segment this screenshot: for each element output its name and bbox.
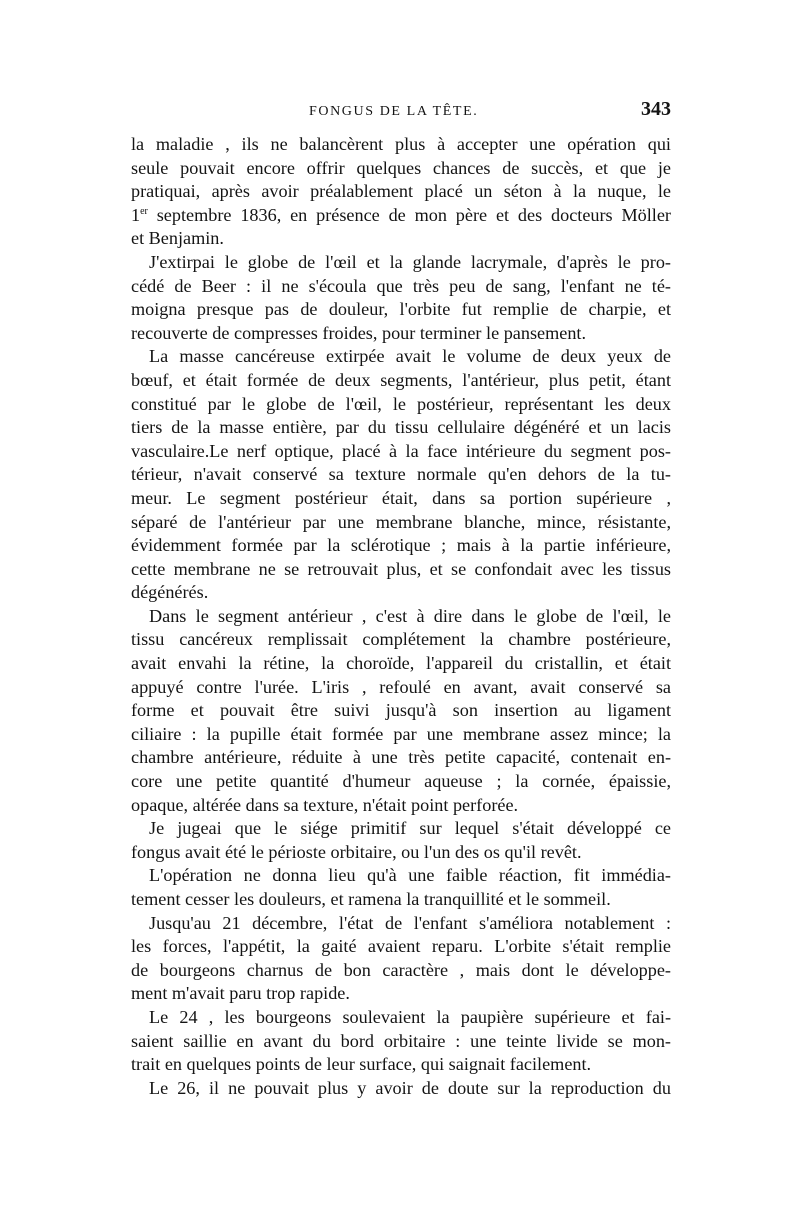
text-body bbox=[131, 133, 671, 1100]
line-text: septembre 1836, en présence de mon père et des docteurs Möller bbox=[147, 204, 671, 225]
text-line: J'extirpai le globe de l'œil et la glande lacrymale, d'après le pro- bbox=[149, 251, 671, 272]
text-line: et Benjamin. bbox=[131, 228, 224, 249]
text-line: pratiquai, après avoir préalablement placé un séton à la nuque, le bbox=[131, 181, 671, 202]
text-line: Je jugeai que le siége primitif sur lequel s'était développé ce bbox=[149, 818, 671, 839]
text-line: avait envahi la rétine, la choroïde, l'appareil du cristallin, et était bbox=[131, 653, 671, 674]
page-number: 343 bbox=[641, 98, 671, 120]
text-line: appuyé contre l'urée. L'iris , refoulé en avant, avait conservé sa bbox=[131, 676, 671, 697]
text-line: Jusqu'au 21 décembre, l'état de l'enfant s'améliora notablement : bbox=[149, 912, 671, 933]
text-line: cédé de Beer : il ne s'écoula que très peu de sang, l'enfant ne té- bbox=[131, 275, 671, 296]
running-title: FONGUS DE LA TÊTE. bbox=[309, 104, 479, 119]
text-line: fongus avait été le périoste orbitaire, ou l'un des os qu'il revêt. bbox=[131, 841, 582, 862]
text-line: chambre antérieure, réduite à une très petite capacité, contenait en- bbox=[131, 747, 671, 768]
text-line: térieur, n'avait conservé sa texture normale qu'en dehors de la tu- bbox=[131, 464, 671, 485]
text-line: cette membrane ne se retrouvait plus, et se confondait avec les tissus bbox=[131, 558, 671, 579]
text-line bbox=[131, 204, 671, 228]
text-line: core une petite quantité d'humeur aqueuse ; la cornée, épaissie, bbox=[131, 771, 671, 792]
text-line: les forces, l'appétit, la gaité avaient reparu. L'orbite s'était remplie bbox=[131, 936, 671, 957]
text-line: tiers de la masse entière, par du tissu cellulaire dégénéré et un lacis bbox=[131, 417, 671, 438]
text-line: Dans le segment antérieur , c'est à dire dans le globe de l'œil, le bbox=[149, 605, 671, 626]
text-line: bœuf, et était formée de deux segments, l'antérieur, plus petit, étant bbox=[131, 369, 671, 390]
text-line: Le 26, il ne pouvait plus y avoir de doute sur la reproduction du bbox=[149, 1077, 671, 1098]
text-line: saient saillie en avant du bord orbitaire : une teinte livide se mon- bbox=[131, 1030, 671, 1051]
text-line: la maladie , ils ne balancèrent plus à accepter une opération qui bbox=[131, 134, 671, 154]
text-line: séparé de l'antérieur par une membrane blanche, mince, résistante, bbox=[131, 511, 671, 532]
text-line: seule pouvait encore offrir quelques chances de succès, et que je bbox=[131, 157, 671, 178]
text-line: L'opération ne donna lieu qu'à une faible réaction, fit immédia- bbox=[149, 865, 671, 886]
text-line: constitué par le globe de l'œil, le postérieur, représentant les deux bbox=[131, 393, 671, 414]
text-line: trait en quelques points de leur surface, qui saignait facilement. bbox=[131, 1054, 592, 1075]
text-line: recouverte de compresses froides, pour terminer le pansement. bbox=[131, 322, 587, 343]
text-line: La masse cancéreuse extirpée avait le volume de deux yeux de bbox=[149, 346, 671, 367]
ordinal-number: 1 bbox=[131, 204, 141, 225]
text-line: moigna presque pas de douleur, l'orbite fut remplie de charpie, et bbox=[131, 299, 671, 320]
text-line: ciliaire : la pupille était formée par une membrane assez mince; la bbox=[131, 723, 671, 744]
ordinal-superscript: er bbox=[140, 205, 148, 217]
text-line: meur. Le segment postérieur était, dans sa portion supérieure , bbox=[131, 487, 671, 508]
text-line: opaque, altérée dans sa texture, n'était point perforée. bbox=[131, 794, 519, 815]
text-line: vasculaire.Le nerf optique, placé à la face intérieure du segment pos- bbox=[131, 440, 671, 461]
text-line: ment m'avait paru trop rapide. bbox=[131, 983, 350, 1004]
text-line: dégénérés. bbox=[131, 582, 209, 603]
text-line: Le 24 , les bourgeons soulevaient la paupière supérieure et fai- bbox=[149, 1006, 671, 1027]
text-line: de bourgeons charnus de bon caractère , mais dont le développe- bbox=[131, 959, 671, 980]
page-header bbox=[131, 96, 671, 126]
text-line: tissu cancéreux remplissait complétement la chambre postérieure, bbox=[131, 629, 671, 650]
text-line: tement cesser les douleurs, et ramena la tranquillité et le sommeil. bbox=[131, 889, 611, 909]
text-line: forme et pouvait être suivi jusqu'à son insertion au ligament bbox=[131, 700, 671, 721]
text-line: évidemment formée par la sclérotique ; mais à la partie inférieure, bbox=[131, 535, 671, 556]
